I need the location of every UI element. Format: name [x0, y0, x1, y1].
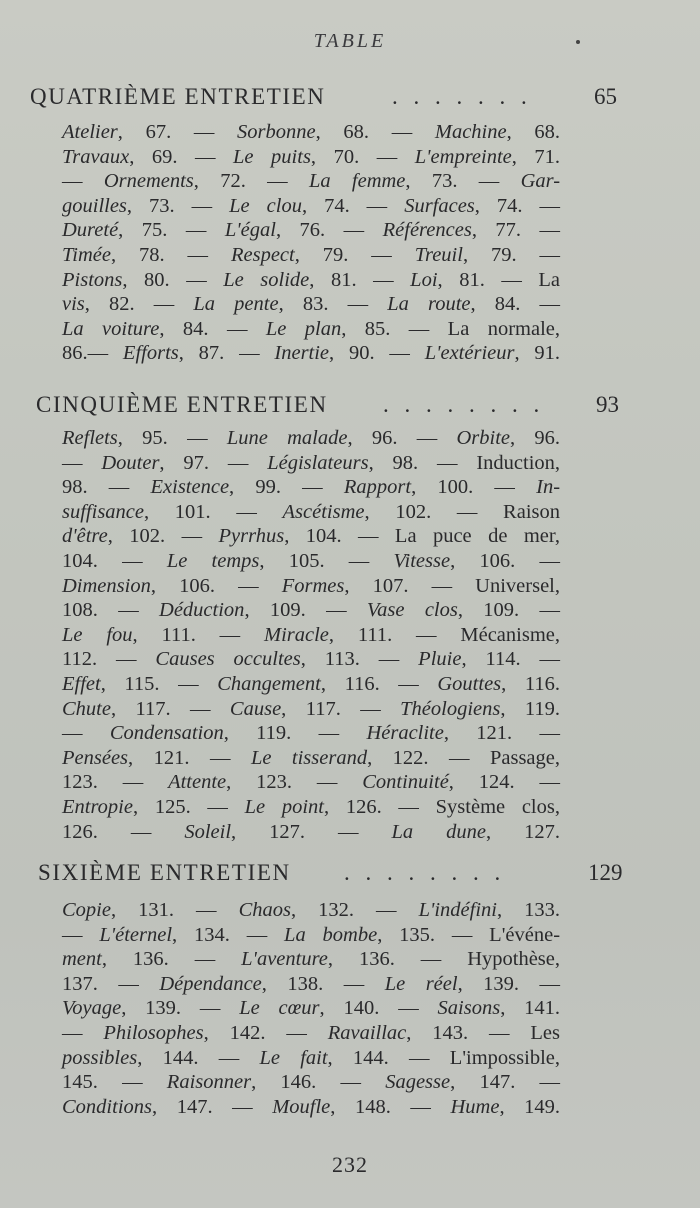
entry-line: Reflets, 95. — Lune malade, 96. — Orbite, 96. — [62, 427, 561, 449]
section-heading — [0, 860, 700, 890]
entry-line: — Ornements, 72. — La femme, 73. — Gar- — [62, 170, 561, 193]
section-heading — [0, 84, 700, 114]
entry-line: gouilles, 73. — Le clou, 74. — Surfaces, 74. — — [62, 194, 561, 217]
section-title: SIXIÈME ENTRETIEN — [38, 860, 291, 885]
entry-line: Le fou, 111. — Miracle, 111. — Mécanisme, — [62, 623, 560, 646]
entry-line: Dimension, 106. — Formes, 107. — Universel, — [62, 574, 561, 597]
entry-line: ment, 136. — L'aventure, 136. — Hypothèse, — [62, 948, 560, 971]
entry-line: Travaux, 69. — Le puits, 70. — L'empreinte, 71. — [62, 145, 561, 168]
entry-line: Chute, 117. — Cause, 117. — Théologiens, 119. — [62, 697, 560, 720]
entry-list — [62, 426, 560, 844]
entry-line: — Douter, 97. — Législateurs, 98. — Induction, — [62, 451, 561, 474]
entry-line: d'être, 102. — Pyrrhus, 104. — La puce de mer, — [62, 525, 561, 548]
running-head: TABLE — [313, 30, 387, 52]
section-title: CINQUIÈME ENTRETIEN — [36, 392, 328, 417]
entry-list — [62, 120, 560, 366]
entry-line: Effet, 115. — Changement, 116. — Gouttes, 116. — [62, 672, 560, 695]
page-number: 232 — [332, 1152, 368, 1177]
entry-list — [62, 898, 560, 1119]
leader-dots: . . . . . . . . — [344, 860, 506, 885]
entry-line: Pensées, 121. — Le tisserand, 122. — Passage, — [62, 746, 560, 769]
entry-line: Dureté, 75. — L'égal, 76. — Références, 77. — — [62, 219, 561, 242]
entry-line: 123. — Attente, 123. — Continuité, 124. — — [62, 771, 561, 794]
entry-line: Voyage, 139. — Le cœur, 140. — Saisons, 141. — [62, 997, 561, 1020]
section-page-number: 65 — [594, 84, 617, 109]
leader-dots: . . . . . . . . — [383, 392, 545, 417]
entry-line: Pistons, 80. — Le solide, 81. — Loi, 81. — La — [62, 268, 561, 291]
leader-dots: . . . . . . . — [392, 84, 532, 109]
section-page-number: 129 — [588, 860, 623, 885]
entry-line: 108. — Déduction, 109. — Vase clos, 109. — — [62, 599, 561, 622]
entry-line: — Philosophes, 142. — Ravaillac, 143. — Les — [62, 1021, 560, 1044]
entry-line: Timée, 78. — Respect, 79. — Treuil, 79. — — [62, 243, 561, 266]
ink-speck — [576, 40, 580, 44]
entry-line: 104. — Le temps, 105. — Vitesse, 106. — — [62, 549, 560, 572]
entry-line: Copie, 131. — Chaos, 132. — L'indéfini, 133. — [62, 899, 561, 921]
entry-line: Entropie, 125. — Le point, 126. — Système clos, — [62, 795, 560, 818]
entry-line: — Condensation, 119. — Héraclite, 121. — — [62, 722, 560, 745]
entry-line: Atelier, 67. — Sorbonne, 68. — Machine, 68. — [62, 121, 561, 143]
entry-line: 98. — Existence, 99. — Rapport, 100. — In- — [62, 476, 561, 499]
entry-line: Conditions, 147. — Moufle, 148. — Hume, 149. — [62, 1095, 561, 1118]
entry-line: 126. — Soleil, 127. — La dune, 127. — [62, 820, 561, 843]
entry-line: suffisance, 101. — Ascétisme, 102. — Raison — [62, 500, 560, 523]
section-heading — [0, 392, 700, 422]
section-page-number: 93 — [596, 392, 619, 417]
entry-line: 86.— Efforts, 87. — Inertie, 90. — L'extérieur, 91. — [62, 342, 561, 365]
entry-line: possibles, 144. — Le fait, 144. — L'impossible, — [62, 1046, 560, 1069]
entry-line: La voiture, 84. — Le plan, 85. — La normale, — [62, 317, 560, 340]
entry-line: vis, 82. — La pente, 83. — La route, 84. — — [62, 293, 560, 316]
entry-line: 145. — Raisonner, 146. — Sagesse, 147. — — [62, 1071, 561, 1094]
entry-line: 137. — Dépendance, 138. — Le réel, 139. — — [62, 972, 561, 995]
section-title: QUATRIÈME ENTRETIEN — [30, 84, 326, 109]
entry-line: — L'éternel, 134. — La bombe, 135. — L'événe- — [62, 923, 561, 946]
entry-line: 112. — Causes occultes, 113. — Pluie, 114. — — [62, 648, 560, 671]
